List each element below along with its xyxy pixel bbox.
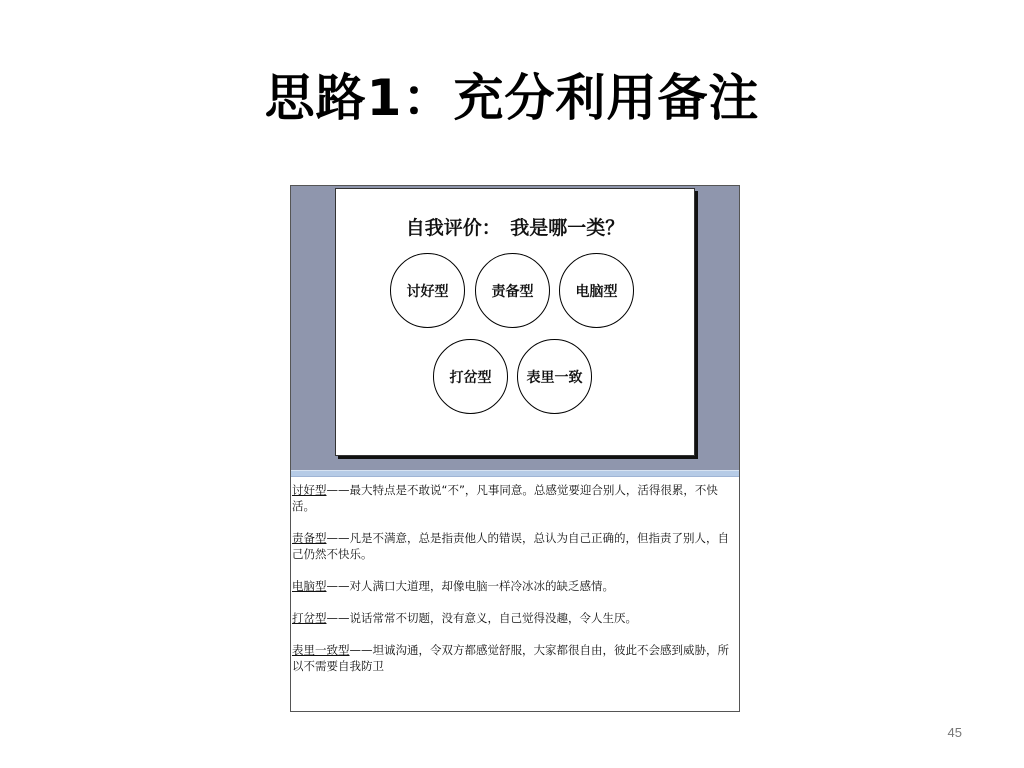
notes-pane[interactable] (291, 482, 739, 690)
thumbnail-title: 自我评价： 我是哪一类？ (405, 217, 625, 239)
note-term: 讨好型 (292, 483, 327, 497)
note-text: ——对人满口大道理，却像电脑一样冷冰冰的缺乏感情。 (326, 579, 614, 593)
circle-label: 表里一致 (517, 339, 592, 414)
slide-pane (291, 186, 739, 470)
note-term: 电脑型 (292, 579, 327, 593)
note-paragraph (291, 642, 739, 674)
note-term: 打岔型 (292, 611, 327, 625)
circle-label: 讨好型 (390, 253, 465, 328)
embedded-screenshot (290, 185, 740, 712)
page-number: 45 (947, 725, 962, 740)
circle-label: 责备型 (475, 253, 550, 328)
slide-thumbnail[interactable] (335, 188, 695, 456)
note-paragraph (291, 610, 739, 626)
pane-divider[interactable] (291, 470, 739, 477)
circle-label: 打岔型 (433, 339, 508, 414)
note-text: ——坦诚沟通，令双方都感觉舒服，大家都很自由，彼此不会感到威胁，所以不需要自我防卫 (292, 643, 729, 673)
note-paragraph (291, 530, 739, 562)
note-text: ——说话常常不切题，没有意义，自己觉得没趣，令人生厌。 (326, 611, 637, 625)
note-text: ——凡是不满意，总是指责他人的错误，总认为自己正确的，但指责了别人，自己仍然不快乐。 (292, 531, 729, 561)
note-paragraph (291, 482, 739, 514)
note-term: 表里一致型 (292, 643, 350, 657)
note-paragraph (291, 578, 739, 594)
circle-label: 电脑型 (559, 253, 634, 328)
note-text: ——最大特点是不敢说“不”，凡事同意。总感觉要迎合别人，活得很累，不快活。 (292, 483, 718, 513)
note-term: 责备型 (292, 531, 327, 545)
slide-title: 思路1：充分利用备注 (264, 69, 760, 127)
